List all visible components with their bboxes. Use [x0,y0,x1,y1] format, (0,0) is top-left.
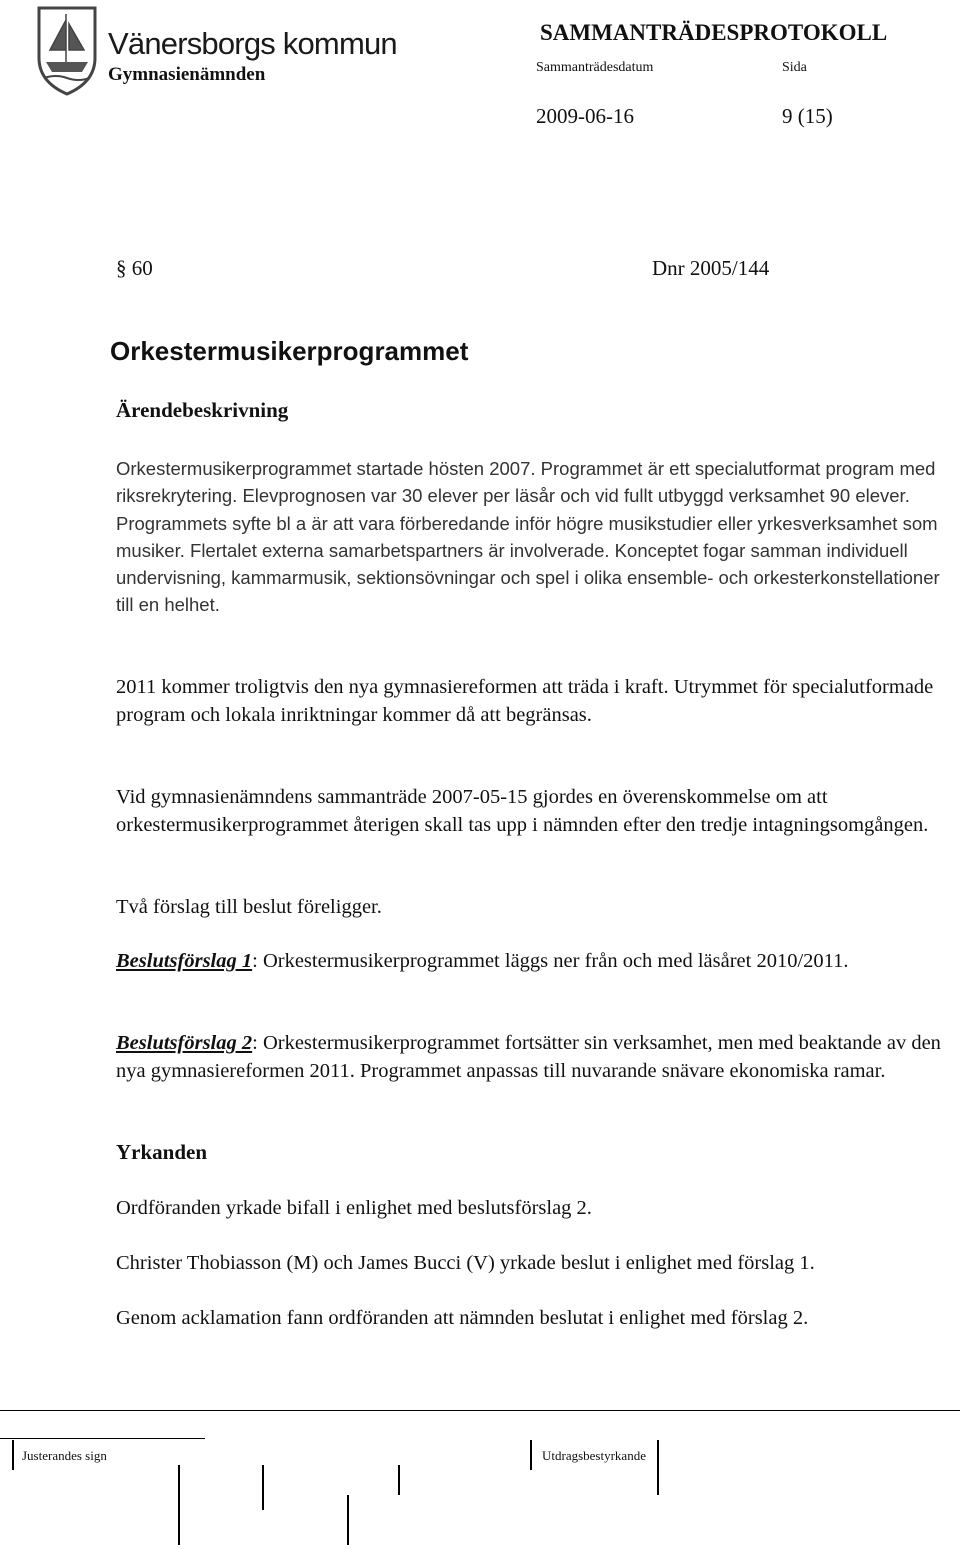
certification-box[interactable] [657,1440,659,1495]
sign-box-1[interactable] [178,1465,180,1545]
yrkande-3-text: Genom acklamation fann ordföranden att nämnden beslutat i enlighet med förslag 2. [116,1307,809,1329]
paragraph-reform-text: 2011 kommer troligtvis den nya gymnasiereformen att träda i kraft. Utrymmet för specialutformade program och lokala inriktningar kommer då att begränsas. [116,676,934,726]
heading-yrkanden: Yrkanden [116,1140,208,1164]
proposal-2-label: Beslutsförslag 2 [116,1032,253,1054]
justerandes-sign-label: Justerandes sign [22,1448,107,1463]
proposal-2-text: : Orkestermusikerprogrammet fortsätter sin verksamhet, men med beaktande av den nya gymnasiereformen 2011. Programmet anpassas till nuvarande snävare ekonomiska ramar. [116,1032,941,1082]
proposal-1-label: Beslutsförslag 1 [116,950,253,972]
sign-box-2[interactable] [262,1465,264,1510]
paragraph-proposals [116,894,946,922]
paragraph-agreement [116,784,946,839]
page-title: Orkestermusikerprogrammet [110,336,469,366]
page-number: 9 (15) [782,104,833,128]
yrkande-2 [116,1250,946,1278]
proposal-1-text: : Orkestermusikerprogrammet läggs ner från och med läsåret 2010/2011. [252,950,849,972]
meeting-date: 2009-06-16 [536,104,634,128]
sign-box-3[interactable] [347,1495,349,1545]
page-label: Sida [782,60,807,75]
diary-number: Dnr 2005/144 [652,256,770,280]
committee-name: Gymnasienämnden [108,64,266,85]
intro-paragraph: Orkestermusikerprogrammet startade hösten 2007. Programmet är ett specialutformat program med riksrekrytering. Elevprognosen var 30 elever per läsår och vid fullt utbyggd verksamhet 90 elever. Programmets syfte bl a är att vara förberedande inför högre musikstudier eller yrkesverksamhet som musiker. Flertalet externa samarbetspartners är involverade. Konceptet fogar samman individuell undervisning, kammarmusik, sektionsövningar och spel i olika ensemble- och orkesterkonstellationer till en helhet. [116,458,940,616]
yrkande-1-text: Ordföranden yrkade bifall i enlighet med beslutsförslag 2. [116,1197,592,1219]
paragraph-agreement-text: Vid gymnasienämndens sammanträde 2007-05-15 gjordes en överenskommelse om att orkestermusikerprogrammet återigen skall tas upp i nämnden efter den tredje intagningsomgången. [116,786,929,836]
proposal-1 [116,948,946,976]
document-type: SAMMANTRÄDESPROTOKOLL [540,20,888,45]
yrkande-1 [116,1195,946,1223]
date-label: Sammanträdesdatum [536,60,654,75]
heading-arendebeskrivning: Ärendebeskrivning [116,398,289,422]
sign-column-bar [12,1440,14,1470]
utdragsbestyrkande-label: Utdragsbestyrkande [542,1448,646,1463]
paragraph-proposals-text: Två förslag till beslut föreligger. [116,896,382,918]
sign-top-rule [0,1438,205,1439]
yrkande-2-text: Christer Thobiasson (M) och James Bucci (V) yrkade beslut i enlighet med förslag 1. [116,1252,815,1274]
proposal-2 [116,1030,946,1085]
paragraph-number: § 60 [116,256,153,280]
org-name: Vänersborgs kommun [108,26,397,61]
footer-divider [0,1410,960,1411]
yrkande-3 [116,1305,946,1333]
coat-of-arms-logo [36,2,98,96]
sign-box-4[interactable] [398,1465,400,1495]
certification-column-bar [530,1440,532,1470]
paragraph-reform [116,674,946,729]
